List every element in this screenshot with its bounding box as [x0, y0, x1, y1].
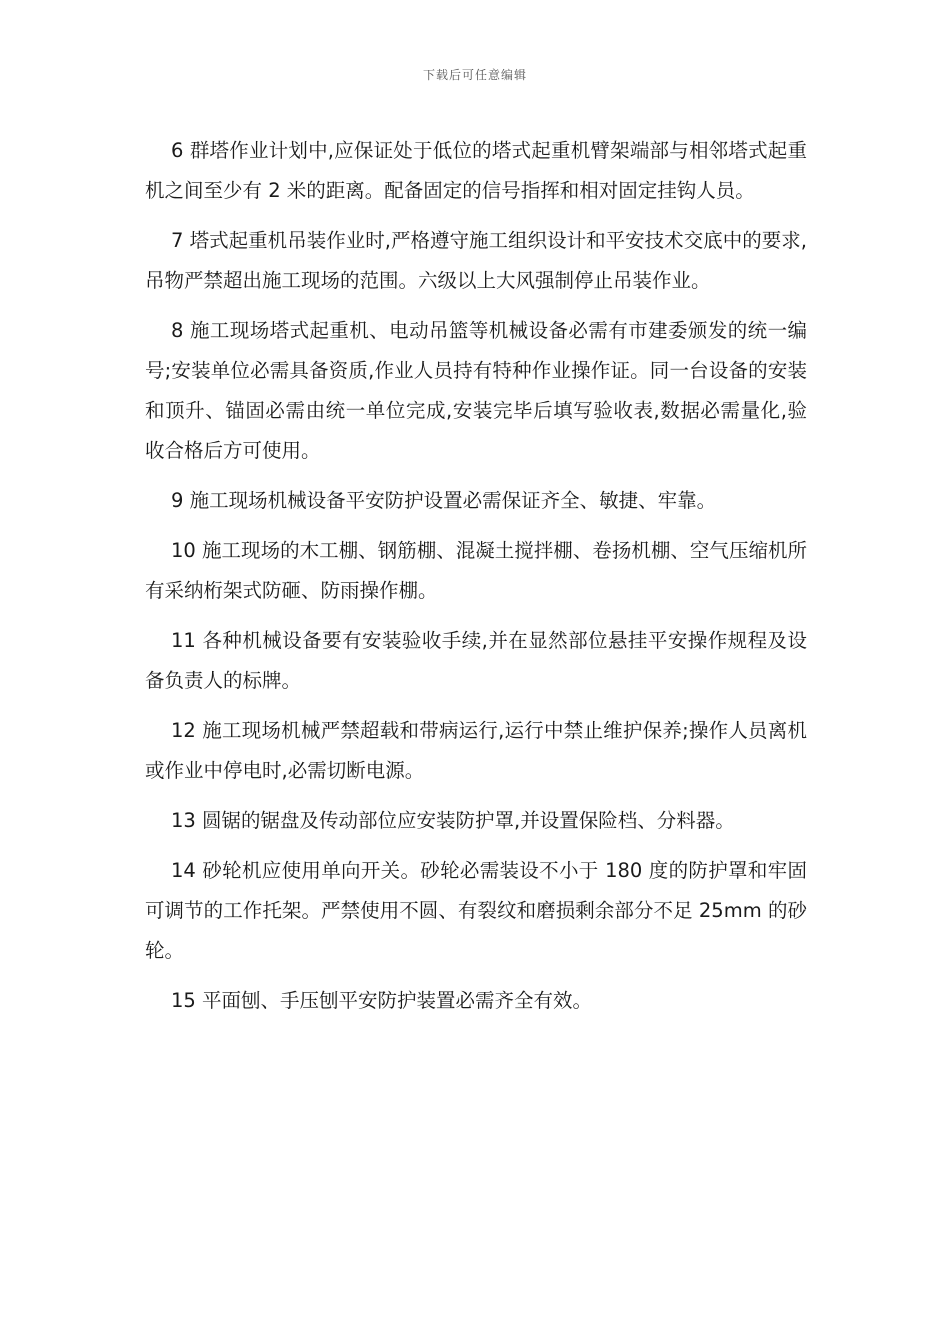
paragraph-item-13: 13 圆锯的锯盘及传动部位应安装防护罩,并设置保险档、分料器。	[171, 809, 735, 832]
page-header: 下载后可任意编辑	[422, 68, 527, 82]
paragraph-item-8: 8 施工现场塔式起重机、电动吊篮等机械设备必需有市建委颁发的统一编号;安装单位必需具备资质,作业人员持有特种作业操作证。同一台设备的安装和顶升、锚固必需由统一单位完成,安装完毕后填写验收表,数据必需量化,验收合格后方可使用。	[145, 319, 807, 462]
paragraph-item-6: 6 群塔作业计划中,应保证处于低位的塔式起重机臂架端部与相邻塔式起重机之间至少有 2 米的距离。配备固定的信号指挥和相对固定挂钩人员。	[145, 139, 807, 202]
document-body	[145, 131, 807, 1031]
paragraph-item-15: 15 平面刨、手压刨平安防护装置必需齐全有效。	[171, 989, 593, 1012]
paragraph-item-7: 7 塔式起重机吊装作业时,严格遵守施工组织设计和平安技术交底中的要求,吊物严禁超出施工现场的范围。六级以上大风强制停止吊装作业。	[145, 229, 807, 292]
paragraph-item-9: 9 施工现场机械设备平安防护设置必需保证齐全、敏捷、牢靠。	[171, 489, 717, 512]
paragraph-item-11: 11 各种机械设备要有安装验收手续,并在显然部位悬挂平安操作规程及设备负责人的标牌。	[145, 629, 807, 692]
paragraph-item-12: 12 施工现场机械严禁超载和带病运行,运行中禁止维护保养;操作人员离机或作业中停电时,必需切断电源。	[145, 719, 807, 782]
paragraph-item-14: 14 砂轮机应使用单向开关。砂轮必需装设不小于 180 度的防护罩和牢固可调节的工作托架。严禁使用不圆、有裂纹和磨损剩余部分不足 25mm 的砂轮。	[145, 859, 807, 962]
paragraph-item-10: 10 施工现场的木工棚、钢筋棚、混凝土搅拌棚、卷扬机棚、空气压缩机所有采纳桁架式防砸、防雨操作棚。	[145, 539, 807, 602]
